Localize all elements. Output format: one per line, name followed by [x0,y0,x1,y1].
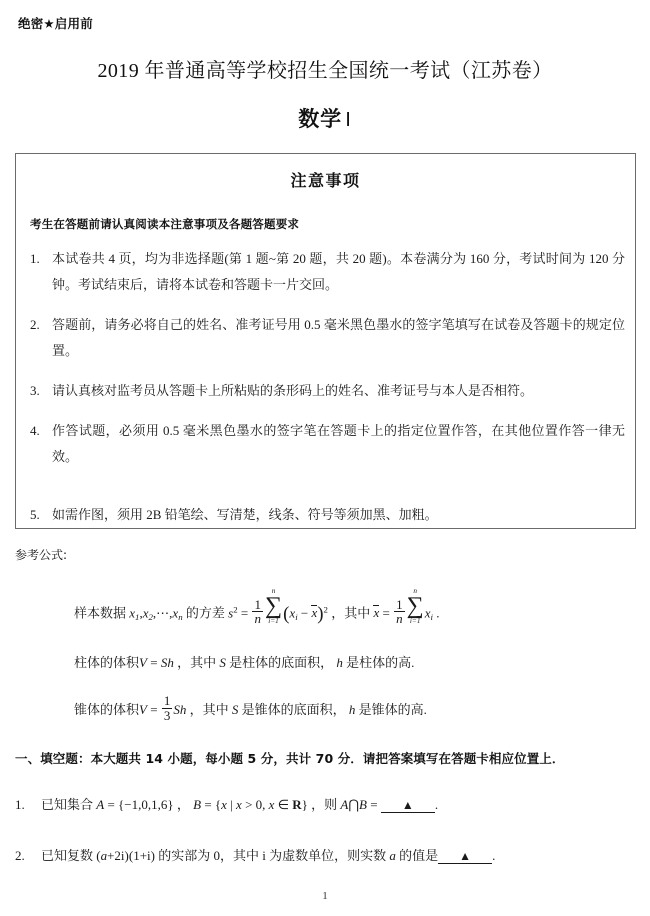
subject-roman-numeral: Ⅰ [345,110,352,131]
notice-item [30,312,625,364]
notice-item-number: 4. [30,423,40,438]
notice-item [30,502,625,528]
notice-item-text: 本试卷共 4 页，均为非选择题(第 1 题~第 20 题，共 20 题)。本卷满分为 160 分，考试时间为 120 分钟。考试结束后，请将本试卷和答题卡一片交回。 [52,251,625,292]
notice-item-number: 2. [30,317,40,332]
notice-item-number: 5. [30,507,40,522]
notice-list [16,246,635,528]
subject-title [0,103,650,133]
notice-item [30,378,625,404]
answer-blank[interactable]: ▲ [438,850,492,864]
answer-blank[interactable]: ▲ [381,799,435,813]
notice-item-number: 1. [30,251,40,266]
notice-item-text: 请认真核对监考员从答题卡上所粘贴的条形码上的姓名、准考证号与本人是否相符。 [52,383,534,398]
notice-item-text: 作答试题，必须用 0.5 毫米黑色墨水的签字笔在答题卡上的指定位置作答，在其他位置作答一律无效。 [52,423,625,464]
notice-item-text: 如需作图，须用 2B 铅笔绘、写清楚，线条、符号等须加黑、加粗。 [52,507,438,522]
question-item: 1. 已知集合 A = {−1,0,1,6} ， B = {x | x > 0, x ∈ R} ，则 A⋂B = ▲ . [15,797,439,812]
page-title: 2019 年普通高等学校招生全国统一考试（江苏卷） [97,60,553,82]
section-heading-fill-in-blanks: 一、填空题：本大题共 14 小题，每小题 5 分，共计 70 分．请把答案填写在答题卡相应位置上． [15,751,565,766]
question-item: 2. 已知复数 (a+2i)(1+i) 的实部为 0，其中 i 为虚数单位，则实数 a 的值是 ▲ . [15,848,496,863]
subject-name: 数学 [298,107,343,131]
notice-item [30,246,625,298]
page-number: 1 [322,890,328,902]
secret-mark: 绝密★启用前 [18,16,93,31]
formula-prism-volume: 柱体的体积V = Sh ，其中 S 是柱体的底面积， h 是柱体的高. [74,655,415,670]
notice-box [15,153,636,529]
question-number: 1. [15,797,25,812]
notice-item [30,418,625,470]
question-number: 2. [15,848,25,863]
notice-item-text: 答题前，请务必将自己的姓名、准考证号用 0.5 毫米黑色墨水的签字笔填写在试卷及答题卡的规定位置。 [52,317,625,358]
formula-variance: 样本数据 $x_1,x_2,\cdots,x_n$ 的方差 $s^2$ = $\frac{1}{n}$ n ∑ i=1 $(x_i - x)^2$ ，其中 x = $\frac{1}{n}$ n ∑ i=1 $x_i$ . [74,587,440,627]
notice-lead: 考生在答题前请认真阅读本注意事项及各题答题要求 [30,217,300,231]
notice-heading: 注意事项 [290,171,361,190]
formula-cone-volume: 锥体的体积V = $\frac{1}{3}$ Sh ，其中 S 是锥体的底面积， h 是锥体的高. [74,693,427,723]
notice-item-number: 3. [30,383,40,398]
reference-formulas-label: 参考公式: [15,548,68,562]
